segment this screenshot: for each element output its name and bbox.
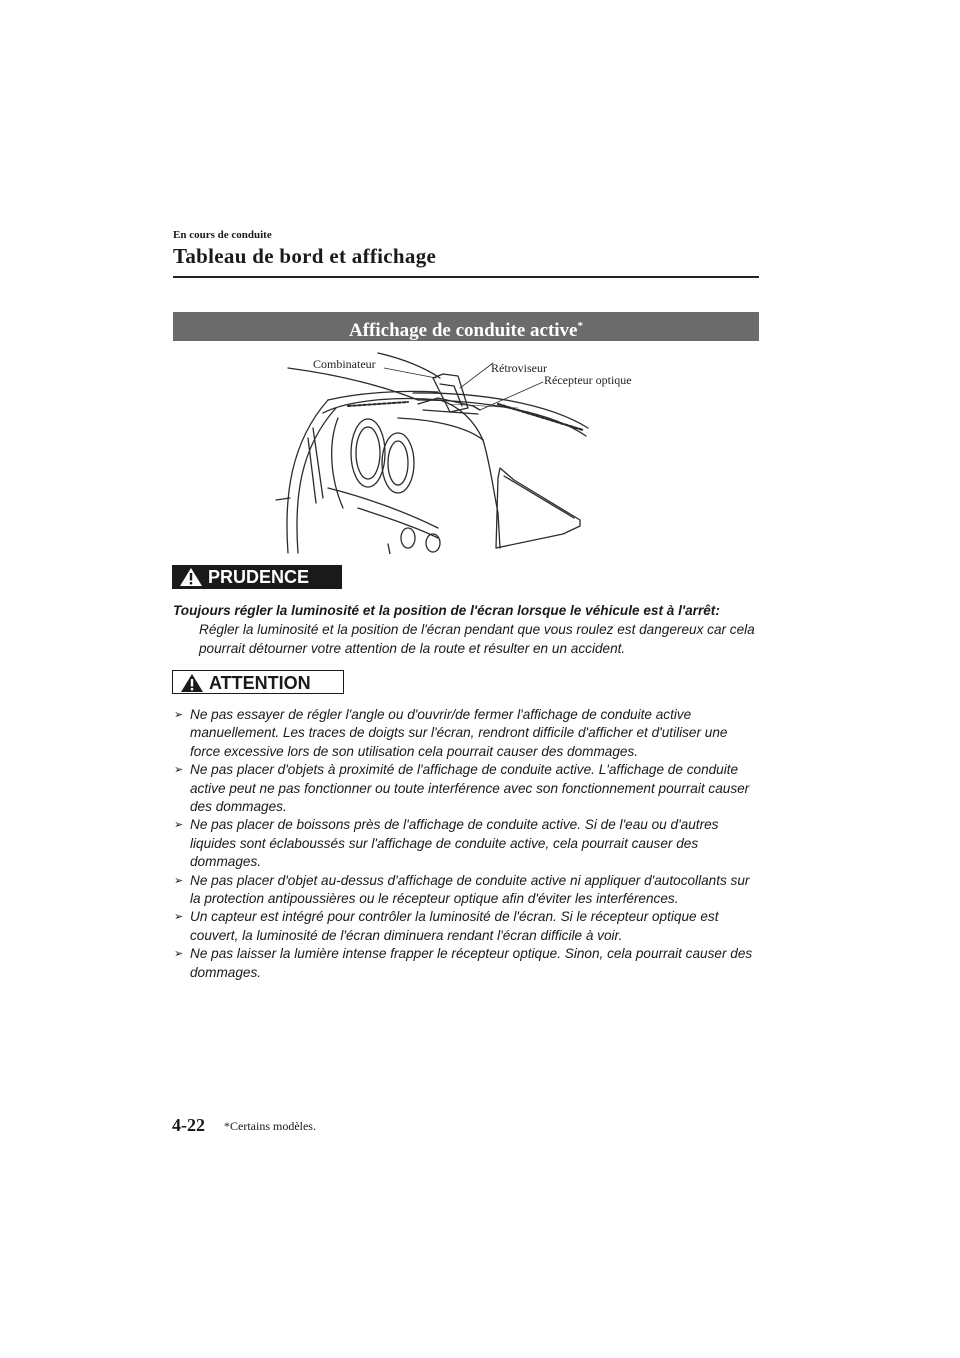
attention-badge [172,670,344,694]
list-item [173,706,759,761]
list-item [173,816,759,871]
list-item [173,872,759,909]
title-rule [173,276,759,278]
bullet-arrow-icon: ➢ [174,911,184,924]
section-banner [173,312,759,341]
dashboard-illustration [268,348,660,554]
list-item-text: Ne pas placer d'objet au-dessus d'affichage de conduite active ni appliquer d'autocollants sur la protection antipoussières ou le récepteur optique afin d'éviter les interférences. [190,872,750,907]
attention-label: ATTENTION [209,673,311,693]
bullet-arrow-icon: ➢ [174,709,184,721]
prudence-label: PRUDENCE [208,567,310,587]
warning-icon [180,673,204,693]
list-item-text: Ne pas essayer de régler l'angle ou d'ouvrir/de fermer l'affichage de conduite active manuellement. Les traces de doigts sur l'écran, rendront difficile d'afficher et d'utiliser une force excessive lors de son utilisation cela pourrait causer des dommages. [190,707,728,759]
bullet-arrow-icon: ➢ [174,948,184,961]
bullet-arrow-icon: ➢ [174,764,184,777]
list-item-text: Ne pas laisser la lumière intense frapper le récepteur optique. Sinon, cela pourrait causer des dommages. [190,946,753,980]
list-item-text: Ne pas placer d'objets à proximité de l'affichage de conduite active. L'affichage de conduite active peut ne pas fonctionner ou toute interférence avec son fonctionnement pourrait causer des dommages. [190,762,750,815]
bullet-arrow-icon: ➢ [174,874,184,887]
list-item-text: Ne pas placer de boissons près de l'affichage de conduite active. Si de l'eau ou d'autres liquides sont éclaboussés sur l'affichage de conduite active, cela pourrait causer des dommages. [190,817,719,870]
page-number: 4-22 [172,1115,205,1135]
bullet-arrow-icon: ➢ [174,819,184,832]
attention-list [173,706,759,982]
callout-retroviseur: Rétroviseur [491,361,547,375]
list-item [173,761,759,816]
callout-combinateur: Combinateur [313,357,376,371]
footnote: *Certains modèles. [224,1119,316,1133]
banner-title: Affichage de conduite active [349,320,578,341]
prudence-heading: Toujours régler la luminosité et la position de l'écran lorsque le véhicule est à l'arrêt: [173,603,720,618]
page-title: Tableau de bord et affichage [173,244,437,268]
callout-recepteur-optique: Récepteur optique [544,373,632,387]
list-item [173,945,759,982]
list-item-text: Un capteur est intégré pour contrôler la luminosité de l'écran. Si le récepteur optique est couvert, la luminosité de l'écran diminuera rendant l'écran difficile à voir. [190,909,719,943]
prudence-badge [172,565,342,589]
list-item [173,908,759,945]
warning-icon [179,567,203,587]
banner-asterisk: * [577,320,583,332]
prudence-body: Régler la luminosité et la position de l'écran pendant que vous roulez est dangereux car cela pourrait détourner votre attention de la route et résulter en un accident. [199,622,755,656]
section-label: En cours de conduite [173,229,272,241]
